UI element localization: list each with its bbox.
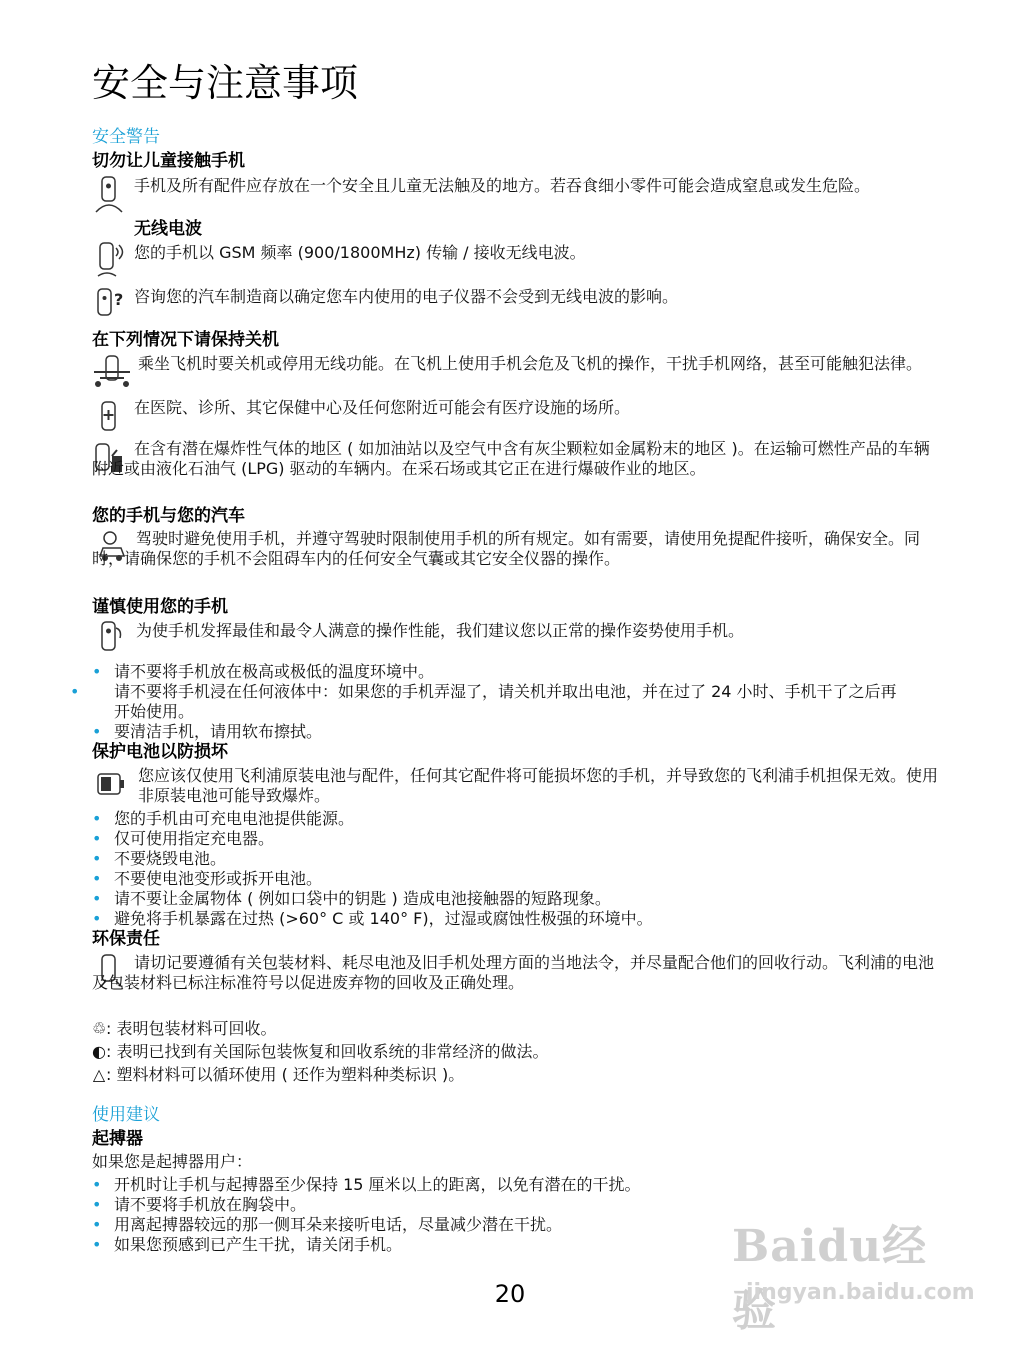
paragraph-pacemaker: 如果您是起搏器用户： bbox=[92, 1152, 253, 1171]
bullet-list-care bbox=[70, 662, 912, 742]
list-item: • 请不要让金属物体 ( 例如口袋中的钥匙 ) 造成电池接触器的短路现象。 bbox=[92, 889, 611, 908]
section-heading-safety: 安全警告 bbox=[92, 127, 160, 147]
list-item: • 避免将手机暴露在过热 (>60° C 或 140° F)，过湿或腐蚀性极强的环境中。 bbox=[92, 909, 653, 928]
symbol-green-dot: ◐: 表明已找到有关国际包装恢复和回收系统的非常经济的做法。 bbox=[92, 1042, 549, 1061]
watermark-logo: Baidu经验 bbox=[732, 1221, 928, 1336]
heading-battery: 保护电池以防损坏 bbox=[92, 742, 228, 762]
paragraph-environment: 请切记要遵循有关包装材料、耗尽电池及旧手机处理方面的当地法令，并尽量配合他们的回收行动。飞利浦的电池及包装材料已标注标准符号以促进废弃物的回收及正确处理。 bbox=[92, 953, 935, 992]
heading-switch-off: 在下列情况下请保持关机 bbox=[92, 330, 279, 350]
phone-radio-icon bbox=[92, 240, 126, 280]
paragraph-care: 为使手机发挥最佳和最令人满意的操作性能，我们建议您以正常的操作姿势使用手机。 bbox=[136, 621, 745, 640]
list-item: • 仅可使用指定充电器。 bbox=[92, 829, 275, 848]
list-item: • 请不要将手机放在胸袋中。 bbox=[92, 1195, 307, 1214]
page-title: 安全与注意事项 bbox=[92, 61, 359, 105]
heading-pacemaker: 起搏器 bbox=[92, 1129, 143, 1149]
list-item: • 用离起搏器较远的那一侧耳朵来接听电话，尽量减少潜在干扰。 bbox=[92, 1215, 563, 1234]
list-item: • 不要使电池变形或拆开电池。 bbox=[92, 869, 323, 888]
paragraph-switch-off-1: 乘坐飞机时要关机或停用无线功能。在飞机上使用手机会危及飞机的操作，干扰手机网络，甚至可能触犯法律。 bbox=[138, 354, 923, 373]
list-item: • 要清洁手机，请用软布擦拭。 bbox=[92, 722, 323, 741]
list-item: • 不要烧毁电池。 bbox=[92, 849, 227, 868]
symbol-packaging-recyclable: ♲: 表明包装材料可回收。 bbox=[92, 1019, 277, 1038]
battery-icon bbox=[94, 764, 132, 804]
heading-radio: 无线电波 bbox=[134, 219, 202, 239]
heading-children: 切勿让儿童接触手机 bbox=[92, 151, 245, 171]
paragraph-car: 驾驶时避免使用手机，并遵守驾驶时限制使用手机的所有规定。如有需要，请使用免提配件接听，确保安全。同时，请确保您的手机不会阻碍车内的任何安全气囊或其它安全仪器的操作。 bbox=[92, 529, 921, 568]
list-item: • 如果您预感到已产生干扰，请关闭手机。 bbox=[92, 1235, 403, 1254]
paragraph-radio-1: 您的手机以 GSM 频率 (900/1800MHz) 传输 / 接收无线电波。 bbox=[134, 243, 586, 262]
paragraph-radio-2: 咨询您的汽车制造商以确定您车内使用的电子仪器不会受到无线电波的影响。 bbox=[134, 287, 679, 306]
section-heading-tips: 使用建议 bbox=[92, 1105, 160, 1125]
recycle-icon: ♲ bbox=[92, 1019, 107, 1038]
paragraph-switch-off-3: 在含有潜在爆炸性气体的地区 ( 如加油站以及空气中含有灰尘颗粒如金属粉末的地区 )。在运输可燃性产品的车辆附近或由液化石油气 (LPG) 驱动的车辆内。在采石场或其它正在进行爆破作业的地区。 bbox=[92, 439, 930, 478]
list-item: • 请不要将手机浸在任何液体中：如果您的手机弄湿了，请关机并取出电池，并在过了 24 小时、手机干了之后再开始使用。 bbox=[70, 682, 897, 721]
hospital-icon bbox=[92, 398, 126, 438]
airplane-icon bbox=[92, 352, 132, 392]
heading-environment: 环保责任 bbox=[92, 929, 160, 949]
green-dot-icon: ◐ bbox=[92, 1042, 106, 1061]
heading-car: 您的手机与您的汽车 bbox=[92, 506, 245, 526]
child-warning-icon bbox=[92, 174, 126, 214]
watermark-url: jingyan.baidu.com bbox=[746, 1280, 975, 1305]
heading-care: 谨慎使用您的手机 bbox=[92, 597, 228, 617]
list-item: • 请不要将手机放在极高或极低的温度环境中。 bbox=[92, 662, 435, 681]
svg-text:?: ? bbox=[114, 290, 124, 309]
list-item: • 您的手机由可充电电池提供能源。 bbox=[92, 809, 355, 828]
baidu-watermark bbox=[732, 1210, 975, 1336]
paragraph-children: 手机及所有配件应存放在一个安全且儿童无法触及的地方。若吞食细小零件可能会造成窒息或发生危险。 bbox=[134, 176, 871, 195]
symbol-plastic-recyclable: △: 塑料材料可以循环使用 ( 还作为塑料种类标识 )。 bbox=[92, 1065, 465, 1084]
list-item: • 开机时让手机与起搏器至少保持 15 厘米以上的距离，以免有潜在的干扰。 bbox=[92, 1175, 641, 1194]
phone-question-icon bbox=[92, 283, 126, 323]
phone-care-icon bbox=[94, 618, 128, 658]
paragraph-switch-off-2: 在医院、诊所、其它保健中心及任何您附近可能会有医疗设施的场所。 bbox=[134, 398, 631, 417]
paragraph-battery: 您应该仅使用飞利浦原装电池与配件，任何其它配件将可能损坏您的手机，并导致您的飞利浦手机担保无效。使用非原装电池可能导致爆炸。 bbox=[138, 766, 939, 805]
bullet-list-battery bbox=[92, 809, 912, 929]
plastic-triangle-icon: △ bbox=[92, 1065, 106, 1084]
page-number: 20 bbox=[494, 1280, 526, 1308]
